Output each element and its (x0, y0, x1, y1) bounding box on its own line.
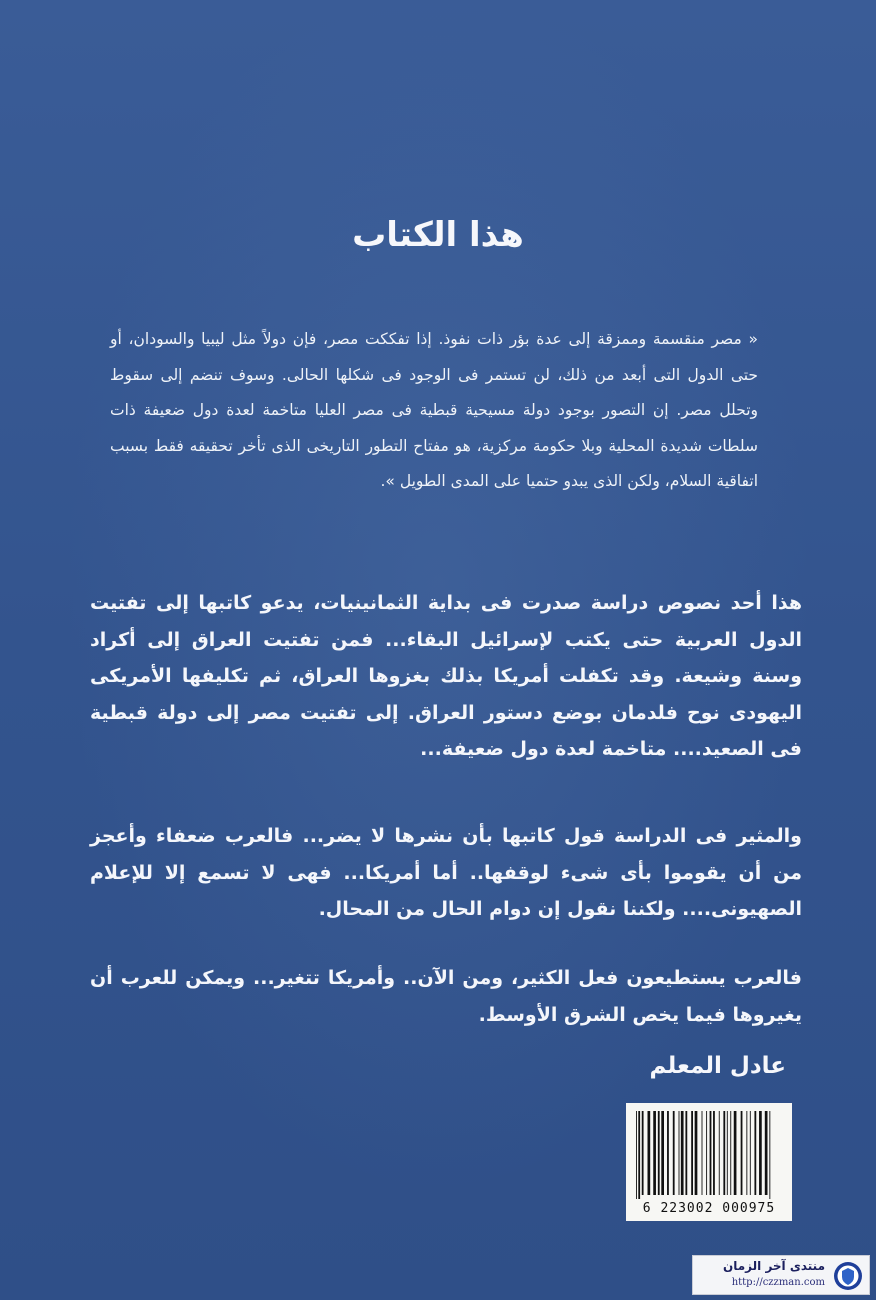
barcode-bar (741, 1111, 743, 1195)
forum-url[interactable]: http://czzman.com (731, 1277, 825, 1288)
barcode-bar (685, 1111, 687, 1195)
isbn-barcode (626, 1103, 792, 1221)
barcode-bar (638, 1111, 640, 1199)
barcode-bar (673, 1111, 675, 1195)
barcode-bar (706, 1111, 707, 1195)
shield-icon (833, 1261, 863, 1291)
quoted-excerpt: « مصر منقسمة وممزقة إلى عدة بؤر ذات نفوذ. إذا تفككت مصر، فإن دولاً مثل ليبيا والسودان، أو حتى الدول التى أبعد من ذلك، لن تستمر فى الوجود فى شكلها الحالى. وسوف تنضم إلى سقوط وتحلل مصر. إن التصور بوجود دولة مسيحية قبطية فى مصر العليا متاخمة لعدة دول ضعيفة ذات سلطات شديدة المحلية وبلا حكومة مركزية، هو مفتاح التطور التاريخى الذى تأخر تحقيقه فقط بسبب اتفاقية السلام، ولكن الذى يبدو حتميا على المدى الطويل ». (110, 330, 758, 490)
barcode-bar (759, 1111, 762, 1195)
barcode-bar (679, 1111, 680, 1195)
forum-name: منتدى آخر الزمان (723, 1259, 825, 1273)
body-paragraph-3: فالعرب يستطيعون فعل الكثير، ومن الآن.. وأمريكا تتغير... ويمكن للعرب أن يغيروها فيما يخص الشرق الأوسط. (90, 967, 802, 1026)
barcode-bar (723, 1111, 725, 1195)
barcode-bar (642, 1111, 644, 1195)
barcode-bar (681, 1111, 684, 1195)
barcode-bar (702, 1111, 703, 1195)
barcode-bar (769, 1111, 770, 1199)
barcode-bar (710, 1111, 712, 1195)
barcode-bar (713, 1111, 715, 1195)
barcode-bar (667, 1111, 669, 1195)
barcode-bar (653, 1111, 656, 1195)
forum-watermark-badge[interactable] (692, 1255, 870, 1295)
barcode-number: 6 223002 000975 (642, 1201, 776, 1216)
barcode-bar (691, 1111, 693, 1195)
barcode-bar (695, 1111, 698, 1195)
barcode-bar (750, 1111, 751, 1195)
barcode-bar (719, 1111, 720, 1195)
barcode-bar (658, 1111, 660, 1195)
section-title: هذا الكتاب (352, 215, 524, 255)
author-name: عادل المعلم (649, 1053, 786, 1079)
barcode-bar (730, 1111, 731, 1195)
barcode-bar (727, 1111, 728, 1195)
body-paragraph-2: والمثير فى الدراسة قول كاتبها بأن نشرها لا يضر... فالعرب ضعفاء وأعجز من أن يقوموا بأى شىء لوقفها.. أما أمريكا... فهى لا تسمع إلا للإعلام الصهيونى.... ولكننا نقول إن دوام الحال من المحال. (90, 825, 802, 920)
barcode-bar (648, 1111, 651, 1195)
barcode-bar (754, 1111, 756, 1195)
barcode-bar (765, 1111, 768, 1195)
barcode-bar (636, 1111, 637, 1199)
barcode-bar (746, 1111, 747, 1195)
barcode-bar (734, 1111, 737, 1195)
body-paragraph-1: هذا أحد نصوص دراسة صدرت فى بداية الثمانينيات، يدعو كاتبها إلى تفتيت الدول العربية حتى يكتب لإسرائيل البقاء... فمن تفتيت العراق إلى أكراد وسنة وشيعة. وقد تكفلت أمريكا بذلك بغزوها العراق، ثم تكليفها الأمريكى اليهودى نوح فلدمان بوضع دستور العراق. إلى تفتيت مصر إلى دولة قبطية فى الصعيد.... متاخمة لعدة دول ضعيفة... (90, 592, 802, 760)
barcode-bar (661, 1111, 664, 1195)
barcode-bars (634, 1111, 784, 1199)
